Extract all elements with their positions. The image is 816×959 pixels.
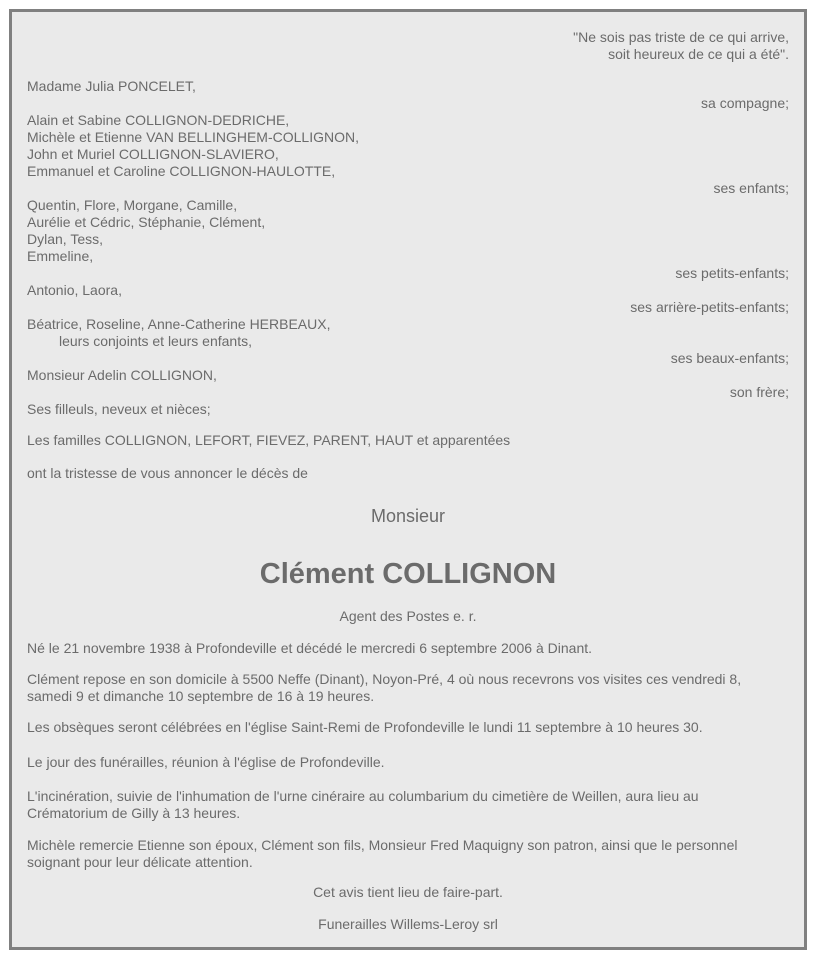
visits-line-2: samedi 9 et dimanche 10 septembre de 16 à 19 heures. [27,688,375,704]
child-3: John et Muriel COLLIGNON-SLAVIERO, [27,146,279,162]
funeral: Les obsèques seront célébrées en l'église Saint-Remi de Profondeville le lundi 11 septembre à 10 heures 30. [27,719,703,735]
honorific: Monsieur [370,506,446,526]
funeral-home: Funerailles Willems-Leroy srl [318,916,498,932]
great-grandchildren-role: ses arrière-petits-enfants; [630,299,789,315]
grandchildren-2: Aurélie et Cédric, Stéphanie, Clément, [27,214,266,230]
in-laws: Béatrice, Roseline, Anne-Catherine HERBEAUX, [27,316,331,332]
children-role: ses enfants; [713,180,789,196]
grandchildren-3: Dylan, Tess, [27,231,103,247]
in-laws-role: ses beaux-enfants; [670,350,789,366]
death-notice [9,9,807,950]
grandchildren-4: Emmeline, [27,248,94,264]
notice: Cet avis tient lieu de faire-part. [313,884,503,900]
brother-role: son frère; [729,384,789,400]
brother: Monsieur Adelin COLLIGNON, [27,367,217,383]
gathering: Le jour des funérailles, réunion à l'église de Profondeville. [27,754,385,770]
godchildren: Ses filleuls, neveux et nièces; [27,401,211,417]
in-laws-sub: leurs conjoints et leurs enfants, [59,333,252,349]
spouse-role: sa compagne; [701,95,789,111]
child-4: Emmanuel et Caroline COLLIGNON-HAULOTTE, [27,163,336,179]
cremation-line-2: Crématorium de Gilly à 13 heures. [27,805,241,821]
deceased-name: Clément COLLIGNON [259,558,557,590]
quote-line-2: soit heureux de ce qui a été". [608,46,789,62]
grandchildren-1: Quentin, Flore, Morgane, Camille, [27,197,238,213]
great-grandchildren: Antonio, Laora, [27,282,122,298]
spouse: Madame Julia PONCELET, [27,78,196,94]
child-1: Alain et Sabine COLLIGNON-DEDRICHE, [27,112,290,128]
families: Les familles COLLIGNON, LEFORT, FIEVEZ, PARENT, HAUT et apparentées [27,432,511,448]
visits-line-1: Clément repose en son domicile à 5500 Neffe (Dinant), Noyon-Pré, 4 où nous recevrons vos visites ces vendredi 8, [27,671,742,687]
grandchildren-role: ses petits-enfants; [675,265,789,281]
thanks-line-1: Michèle remercie Etienne son époux, Clément son fils, Monsieur Fred Maquigny son patron, ainsi que le personnel [27,837,738,853]
announce: ont la tristesse de vous annoncer le décès de [27,465,308,481]
occupation: Agent des Postes e. r. [339,608,477,624]
child-2: Michèle et Etienne VAN BELLINGHEM-COLLIGNON, [27,129,359,145]
thanks-line-2: soignant pour leur délicate attention. [27,854,253,870]
cremation-line-1: L'incinération, suivie de l'inhumation de l'urne cinéraire au columbarium du cimetière de Weillen, aura lieu au [27,788,699,804]
birth-death: Né le 21 novembre 1938 à Profondeville et décédé le mercredi 6 septembre 2006 à Dinant. [27,640,593,656]
quote-line-1: "Ne sois pas triste de ce qui arrive, [573,29,789,45]
